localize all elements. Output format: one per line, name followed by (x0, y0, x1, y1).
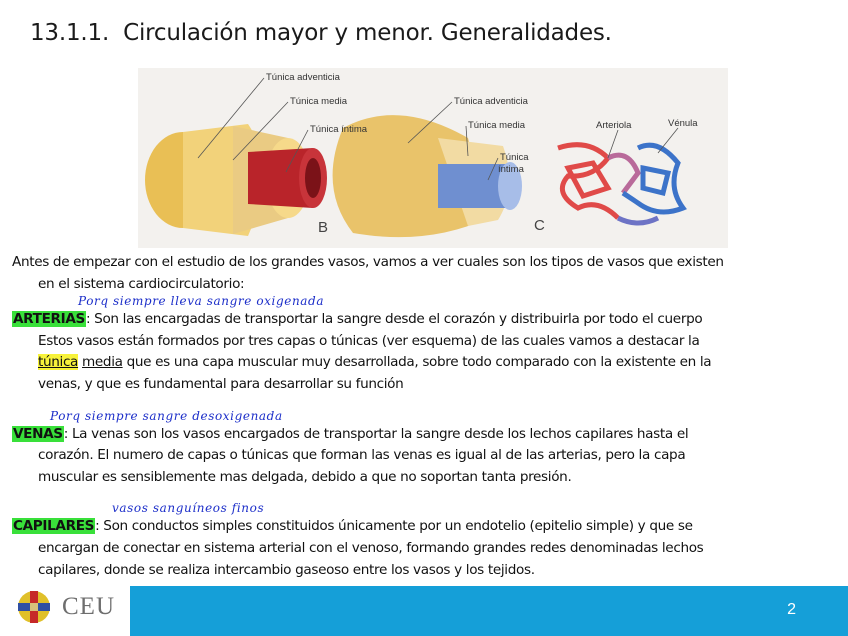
arterias-line-3: túnica media que es una capa muscular muy desarrollada, sobre todo comparado con la existente en la (38, 354, 712, 371)
venas-line-1: VENAS: La venas son los vasos encargados de transportar la sangre desde los lechos capilares hasta el (13, 425, 689, 442)
title-text: Circulación mayor y menor. Generalidades. (123, 20, 612, 46)
venas-term: VENAS (13, 425, 63, 442)
label-tunica-intima-a: Túnica íntima (310, 124, 368, 135)
capilares-line-1: CAPILARES: Son conductos simples constituidos únicamente por un endotelio (epitelio simple) y que se (13, 518, 693, 535)
section-number: 13.1.1. (30, 20, 110, 46)
capilares-line-2: encargan de conectar en sistema arterial con el venoso, formando grandes redes denominadas lechos (38, 539, 704, 556)
arterias-line-1: ARTERIAS: Son las encargadas de transportar la sangre desde el corazón y distribuirla por todo el cuerpo (13, 311, 703, 328)
label-letter-c: C (534, 217, 545, 234)
label-venula: Vénula (668, 118, 698, 129)
label-tunica-adventicia-a: Túnica adventicia (266, 72, 340, 83)
logo-text: CEU (62, 593, 115, 620)
capilares-term: CAPILARES (13, 518, 95, 535)
tunica-highlight: túnica (38, 354, 79, 371)
venas-line-3: muscular es sensiblemente mas delgada, debido a que no soportan tanta presión. (38, 468, 572, 485)
slide-title (30, 20, 612, 46)
slide-body (12, 252, 840, 581)
venas-line-2: corazón. El numero de capas o túnicas que forman las venas es igual al de las arterias, pero la capa (38, 447, 686, 464)
intro-line-2: en el sistema cardiocirculatorio: (38, 275, 245, 292)
media-underline: media (82, 354, 123, 371)
handwritten-note-venas: Porq siempre sangre desoxigenada (50, 408, 283, 423)
label-tunica-b: Túnica (500, 152, 529, 163)
label-letter-b: B (318, 219, 329, 236)
footer-bar (130, 586, 848, 636)
ceu-shield-icon (16, 589, 54, 625)
label-intima-b: íntima (498, 164, 524, 175)
label-tunica-media-b: Túnica media (468, 120, 526, 131)
ceu-logo (16, 589, 126, 625)
vessel-diagram (138, 68, 728, 248)
label-tunica-adventicia-b: Túnica adventicia (454, 96, 528, 107)
label-tunica-media-a: Túnica media (290, 96, 348, 107)
capilares-line-3: capilares, donde se realiza intercambio gaseoso entre los vasos y los tejidos. (38, 561, 535, 578)
handwritten-note-capilares: vasos sanguíneos finos (112, 501, 265, 516)
arterias-line-2: Estos vasos están formados por tres capas o túnicas (ver esquema) de las cuales vamos a destacar la (38, 332, 700, 349)
page-number: 2 (787, 601, 796, 618)
arterias-line-4: venas, y que es fundamental para desarrollar su función (38, 375, 404, 392)
handwritten-note-arterias: Porq siempre lleva sangre oxigenada (78, 294, 325, 309)
intro-line-1: Antes de empezar con el estudio de los grandes vasos, vamos a ver cuales son los tipos de vasos que existen (12, 254, 724, 270)
arterias-term: ARTERIAS (13, 311, 85, 328)
label-arteriola: Arteriola (596, 120, 632, 131)
